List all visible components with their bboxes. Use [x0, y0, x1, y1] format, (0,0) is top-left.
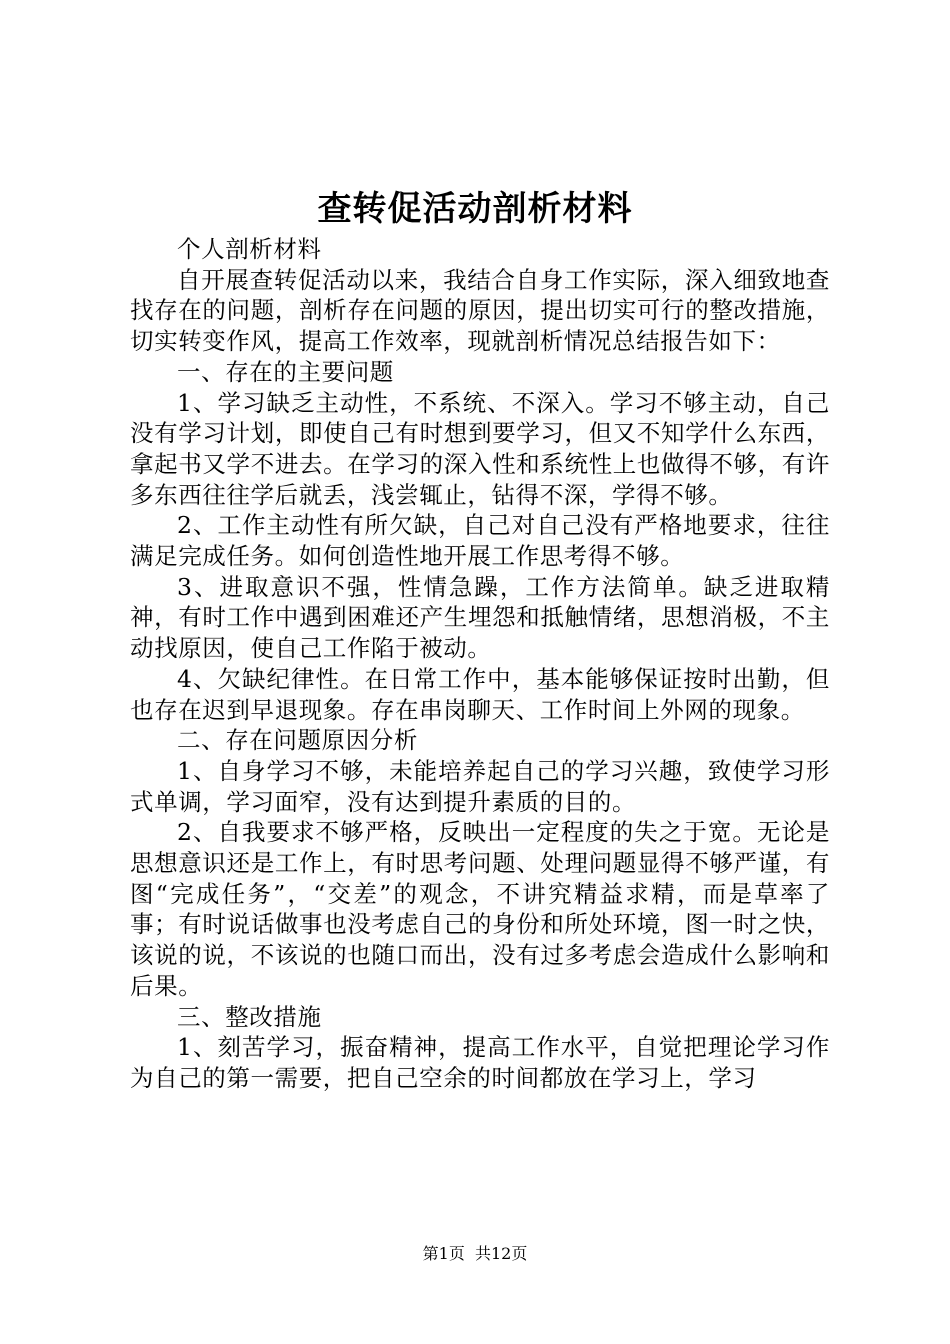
paragraph-1-2: 2、工作主动性有所欠缺，自己对自己没有严格地要求，往往满足完成任务。如何创造性地开展工作思考得不够。	[130, 511, 830, 571]
page-footer: 第1页 共12页	[422, 1244, 528, 1263]
paragraph-3-1: 1、刻苦学习，振奋精神，提高工作水平，自觉把理论学习作为自己的第一需要，把自己空余的时间都放在学习上，学习	[130, 1033, 830, 1092]
paragraph-1-3: 3、进取意识不强，性情急躁，工作方法简单。缺乏进取精神，有时工作中遇到困难还产生埋怨和抵触情绪，思想消极，不主动找原因，使自己工作陷于被动。	[130, 572, 830, 663]
paragraph-1-4: 4、欠缺纪律性。在日常工作中，基本能够保证按时出勤，但也存在迟到早退现象。存在串岗聊天、工作时间上外网的现象。	[130, 664, 830, 724]
document-body	[130, 234, 830, 1094]
paragraph-subtitle: 个人剖析材料	[177, 235, 322, 263]
paragraph-intro: 自开展查转促活动以来，我结合自身工作实际，深入细致地查找存在的问题，剖析存在问题的原因，提出切实可行的整改措施，切实转变作风，提高工作效率，现就剖析情况总结报告如下：	[130, 265, 830, 356]
document-title: 查转促活动剖析材料	[317, 189, 633, 229]
paragraph-2-2: 2、自我要求不够严格，反映出一定程度的失之于宽。无论是思想意识还是工作上，有时思考问题、处理问题显得不够严谨，有图“完成任务”，“交差”的观念，不讲究精益求精，而是草率了事；有时说话做事也没考虑自己的身份和所处环境，图一时之快，该说的说，不该说的也随口而出，没有过多考虑会造成什么影响和后果。	[130, 818, 830, 1000]
section-heading-1: 一、存在的主要问题	[177, 357, 394, 386]
paragraph-2-1: 1、自身学习不够，未能培养起自己的学习兴趣，致使学习形式单调，学习面窄，没有达到提升素质的目的。	[130, 756, 830, 816]
section-heading-2: 二、存在问题原因分析	[177, 726, 418, 755]
section-heading-3: 三、整改措施	[177, 1002, 322, 1031]
paragraph-1-1: 1、学习缺乏主动性，不系统、不深入。学习不够主动，自己没有学习计划，即使自己有时想到要学习，但又不知学什么东西，拿起书又学不进去。在学习的深入性和系统性上也做得不够，有许多东西往往学后就丢，浅尝辄止，钻得不深，学得不够。	[130, 388, 830, 509]
